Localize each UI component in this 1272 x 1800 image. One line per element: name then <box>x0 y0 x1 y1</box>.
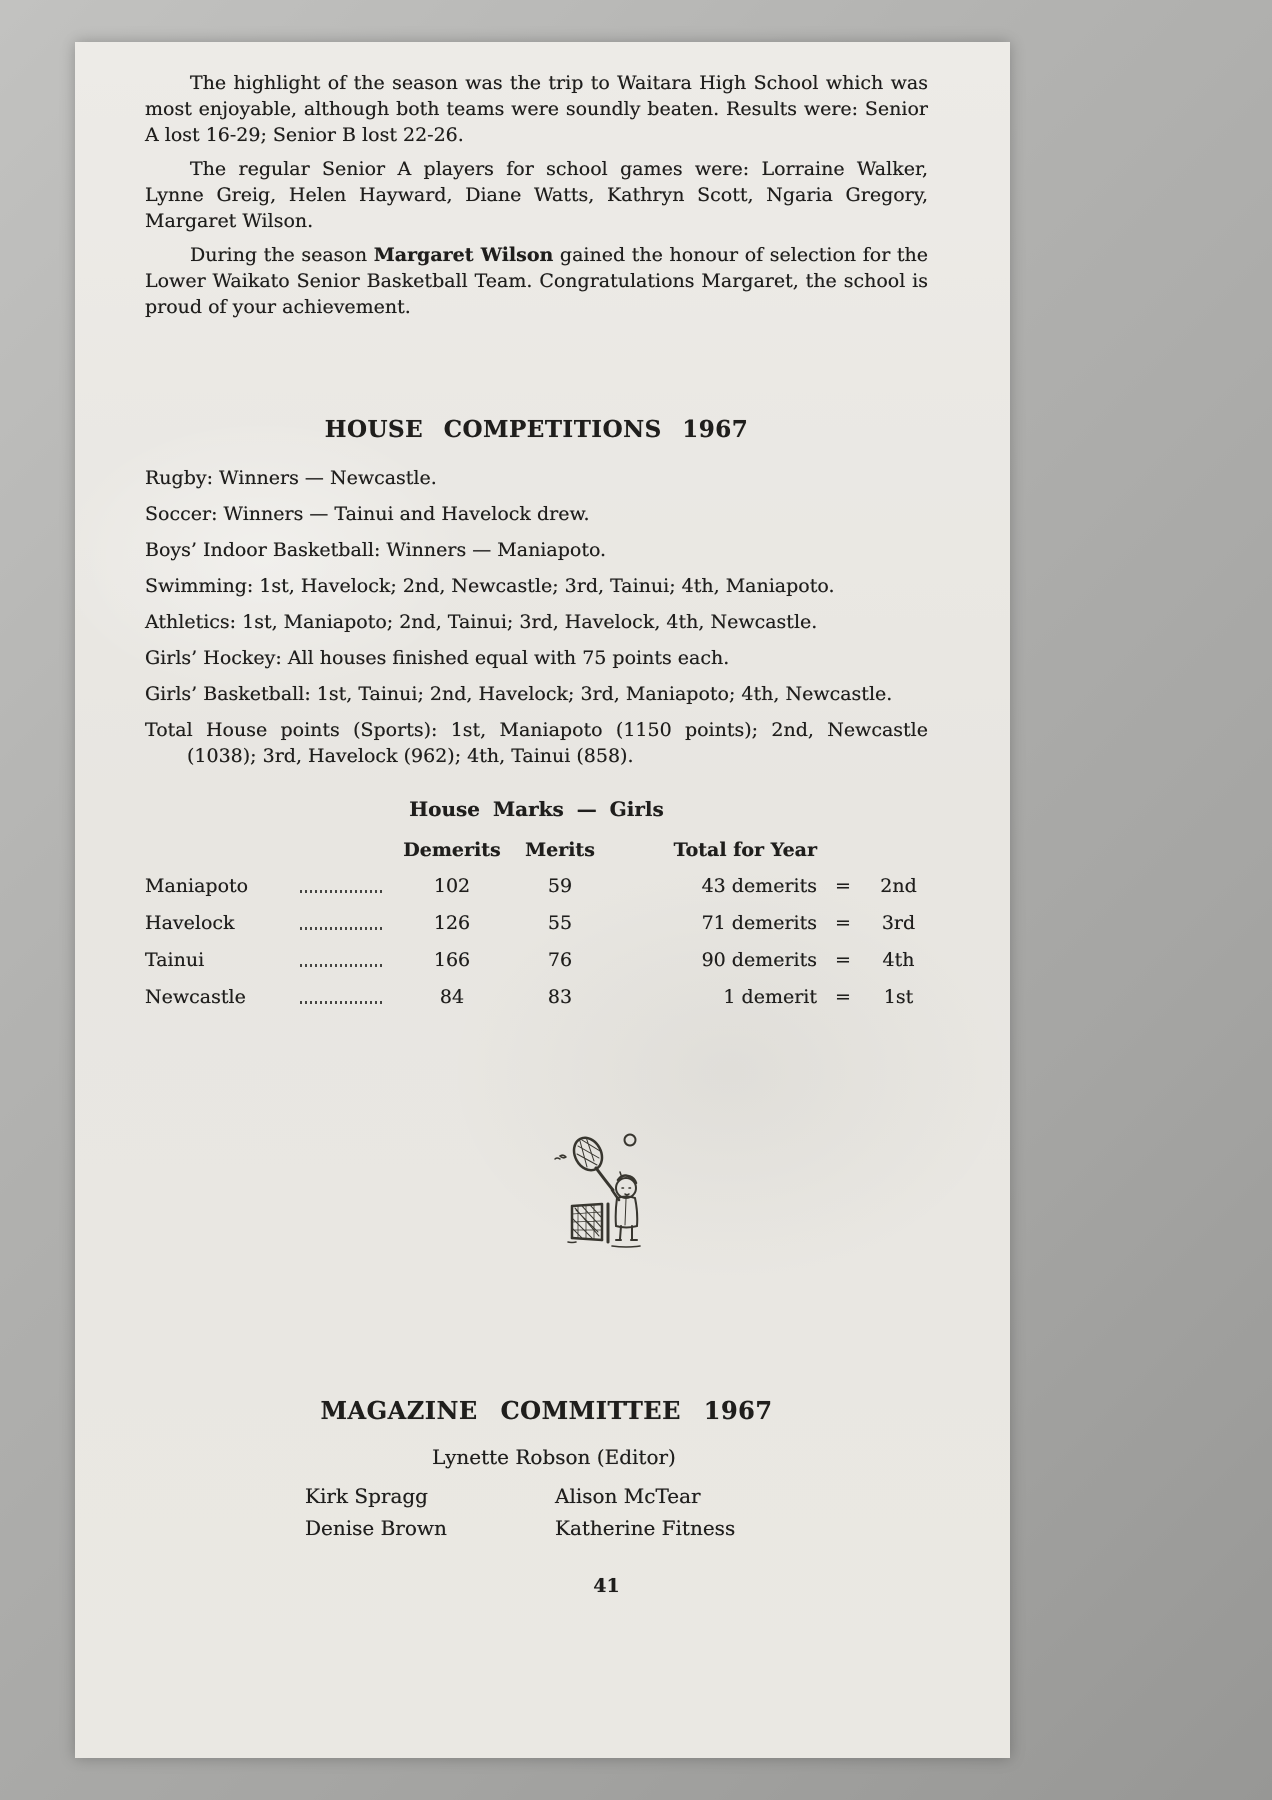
equals-sign: = <box>835 912 851 934</box>
equals-sign: = <box>835 949 851 971</box>
table-cell-demerits: 102 <box>433 875 471 897</box>
committee-member: Alison McTear <box>555 1484 701 1508</box>
house-marks-header-row <box>145 837 928 863</box>
equals-sign: = <box>835 875 851 897</box>
dotted-leader <box>300 927 385 930</box>
dotted-leader <box>300 964 385 967</box>
committee-member: Katherine Fitness <box>555 1516 736 1540</box>
equals-sign: = <box>835 986 851 1008</box>
table-row-house-name <box>145 947 385 973</box>
table-cell-merits: 59 <box>547 875 573 897</box>
table-cell-place: 2nd <box>880 875 917 897</box>
table-cell-total: 43 demerits <box>701 875 817 897</box>
committee-member: Denise Brown <box>305 1516 447 1540</box>
dotted-leader <box>300 1001 385 1004</box>
column-header-merits: Merits <box>525 839 595 861</box>
header-spacer <box>145 837 385 863</box>
table-row-house-name <box>145 910 385 936</box>
competition-rugby: Rugby: Winners — Newcastle. <box>145 467 437 489</box>
paragraph-season-highlight: The highlight of the season was the trip to Waitara High School which was most enjoyable, although both teams were soundly beaten. Results were: Senior A lost 16-29; Senior B lost 22-26. <box>145 72 928 146</box>
committee-members <box>305 1483 928 1541</box>
page-paper <box>75 42 1010 1758</box>
table-row-house-name <box>145 873 385 899</box>
table-cell-merits: 76 <box>547 949 573 971</box>
table-cell-place: 3rd <box>881 912 916 934</box>
competition-soccer: Soccer: Winners — Tainui and Havelock drew. <box>145 503 590 525</box>
margaret-wilson-bold: Margaret Wilson <box>373 244 554 266</box>
competition-athletics: Athletics: 1st, Maniapoto; 2nd, Tainui; 3rd, Havelock, 4th, Newcastle. <box>145 611 818 633</box>
house-marks-heading: House Marks — Girls <box>409 797 664 821</box>
dotted-leader <box>300 890 385 893</box>
house-name: Newcastle <box>145 986 246 1008</box>
table-cell-demerits: 84 <box>439 986 465 1008</box>
table-cell-demerits: 126 <box>433 912 471 934</box>
table-cell-merits: 55 <box>547 912 573 934</box>
paragraph-margaret-wilson-after: gained the honour of selection for the Lower Waikato Senior Basketball Team. Congratulations Margaret, the school is proud of your achievement. <box>145 244 929 318</box>
table-cell-place: 4th <box>882 949 915 971</box>
table-cell-total: 90 demerits <box>701 949 817 971</box>
table-cell-total: 1 demerit <box>723 986 817 1008</box>
table-cell-demerits: 166 <box>433 949 471 971</box>
house-name: Havelock <box>145 912 235 934</box>
competition-girls-hockey: Girls’ Hockey: All houses finished equal with 75 points each. <box>145 647 730 669</box>
column-header-demerits: Demerits <box>403 839 501 861</box>
table-cell-place: 1st <box>883 986 914 1008</box>
paragraph-margaret-wilson-before: During the season <box>190 244 374 266</box>
table-cell-merits: 83 <box>547 986 573 1008</box>
house-competitions-heading: HOUSE COMPETITIONS 1967 <box>324 416 749 443</box>
committee-member: Kirk Spragg <box>305 1484 428 1508</box>
house-name: Maniapoto <box>145 875 249 897</box>
competition-total-points: Total House points (Sports): 1st, Maniapoto (1150 points); 2nd, Newcastle (1038); 3rd, Havelock (962); 4th, Tainui (858). <box>145 719 928 767</box>
page-number: 41 <box>593 1575 620 1597</box>
competition-boys-basketball: Boys’ Indoor Basketball: Winners — Maniapoto. <box>145 539 607 561</box>
table-row-house-name <box>145 984 385 1010</box>
table-cell-total: 71 demerits <box>701 912 817 934</box>
committee-editor: Lynette Robson (Editor) <box>432 1445 676 1469</box>
house-marks-table <box>145 873 928 1010</box>
column-header-total: Total for Year <box>673 839 817 861</box>
magazine-committee-heading: MAGAZINE COMMITTEE 1967 <box>320 1396 773 1425</box>
competition-girls-basketball: Girls’ Basketball: 1st, Tainui; 2nd, Havelock; 3rd, Maniapoto; 4th, Newcastle. <box>145 683 893 705</box>
house-competitions-list <box>145 465 928 769</box>
competition-swimming: Swimming: 1st, Havelock; 2nd, Newcastle; 3rd, Tainui; 4th, Maniapoto. <box>145 575 835 597</box>
paragraph-senior-a-players: The regular Senior A players for school games were: Lorraine Walker, Lynne Greig, Helen Hayward, Diane Watts, Kathryn Scott, Ngaria Gregory, Margaret Wilson. <box>145 158 928 232</box>
house-name: Tainui <box>145 949 205 971</box>
child-tennis-sketch-illustration <box>542 1128 672 1250</box>
paragraph-margaret-wilson <box>145 242 928 320</box>
